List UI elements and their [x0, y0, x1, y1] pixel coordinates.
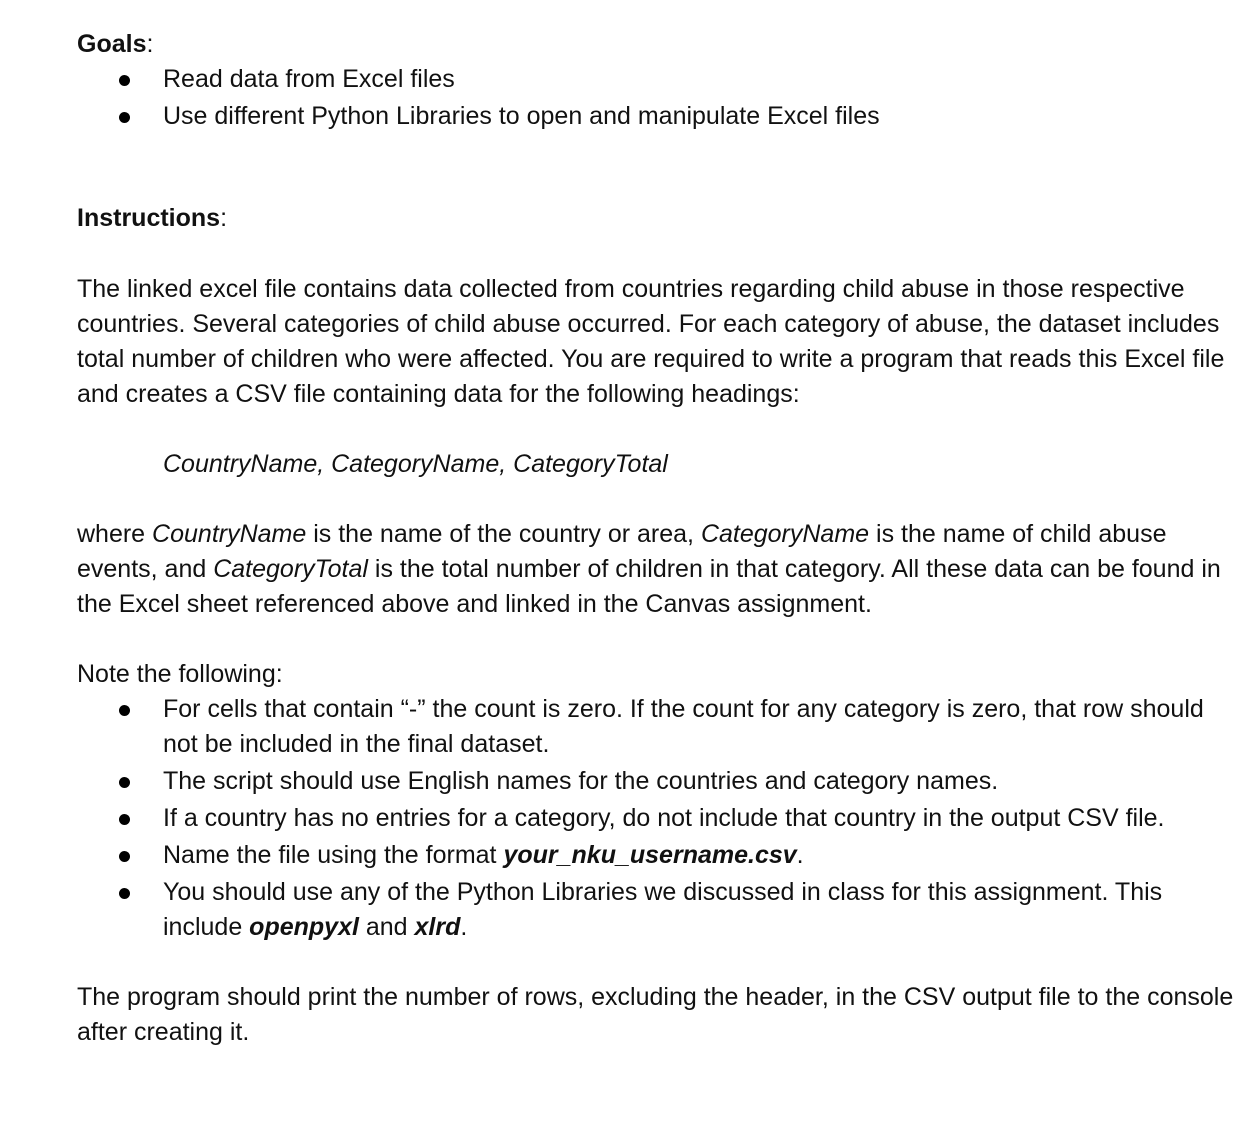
- bullet-icon: [119, 705, 130, 716]
- goals-list: [77, 62, 1237, 134]
- goal-item: [77, 99, 1237, 134]
- note-item: [77, 801, 1237, 836]
- note-text: If a country has no entries for a category, do not include that country in the output CSV file.: [163, 804, 1165, 832]
- category-total-term: CategoryTotal: [213, 555, 368, 583]
- where-text-1: where: [77, 520, 153, 548]
- note-text-before: You should use any of the Python Libraries we discussed in class for this assignment. This include: [163, 878, 1163, 941]
- bullet-icon: [119, 777, 130, 788]
- goal-text: Read data from Excel files: [163, 65, 455, 93]
- notes-intro: Note the following:: [77, 660, 283, 688]
- note-text-before: Name the file using the format: [163, 841, 504, 869]
- note-item: [77, 764, 1237, 799]
- where-text-3: is the name of child abuse events, and: [77, 520, 1167, 583]
- goal-text: Use different Python Libraries to open and manipulate Excel files: [163, 102, 880, 130]
- note-item: [77, 875, 1237, 945]
- where-text-4: is the total number of children in that category. All these data can be found in the Excel sheet referenced above and linked in the Canvas assignment.: [77, 555, 1221, 618]
- bullet-icon: [119, 851, 130, 862]
- filename-format: your_nku_username.csv: [503, 841, 797, 869]
- goals-colon: :: [146, 30, 154, 58]
- closing-paragraph: The program should print the number of rows, excluding the header, in the CSV output file to the console after creating it.: [77, 983, 1234, 1046]
- bullet-icon: [119, 75, 130, 86]
- instructions-heading: [77, 201, 1237, 236]
- instructions-label: Instructions: [77, 204, 221, 232]
- bullet-icon: [119, 888, 130, 899]
- bullet-icon: [119, 112, 130, 123]
- instructions-paragraph: The linked excel file contains data collected from countries regarding child abuse in those respective countries. Several categories of child abuse occurred. For each category of abuse, the dataset includes total number of children who were affected. You are required to write a program that reads this Excel file and creates a CSV file containing data for the following headings:: [77, 275, 1225, 408]
- where-paragraph: [77, 517, 1237, 622]
- goals-heading: [77, 27, 1237, 62]
- library-openpyxl: openpyxl: [249, 913, 359, 941]
- goal-item: [77, 62, 1237, 97]
- library-xlrd: xlrd: [414, 913, 461, 941]
- note-text-mid: and: [358, 913, 415, 941]
- notes-list: [77, 692, 1237, 945]
- country-name-term: CountryName: [152, 520, 307, 548]
- note-text: For cells that contain “-” the count is zero. If the count for any category is zero, that row should not be included in the final dataset.: [163, 695, 1204, 758]
- note-text-after: .: [460, 913, 468, 941]
- note-text-after: .: [796, 841, 804, 869]
- note-item: [77, 838, 1237, 873]
- note-text: The script should use English names for the countries and category names.: [163, 767, 999, 795]
- note-item: [77, 692, 1237, 762]
- goals-label: Goals: [77, 30, 147, 58]
- where-text-2: is the name of the country or area,: [306, 520, 701, 548]
- document-page: [77, 27, 1237, 1050]
- instructions-colon: :: [220, 204, 228, 232]
- category-name-term: CategoryName: [700, 520, 870, 548]
- csv-headings: CountryName, CategoryName, CategoryTotal: [163, 450, 668, 478]
- bullet-icon: [119, 814, 130, 825]
